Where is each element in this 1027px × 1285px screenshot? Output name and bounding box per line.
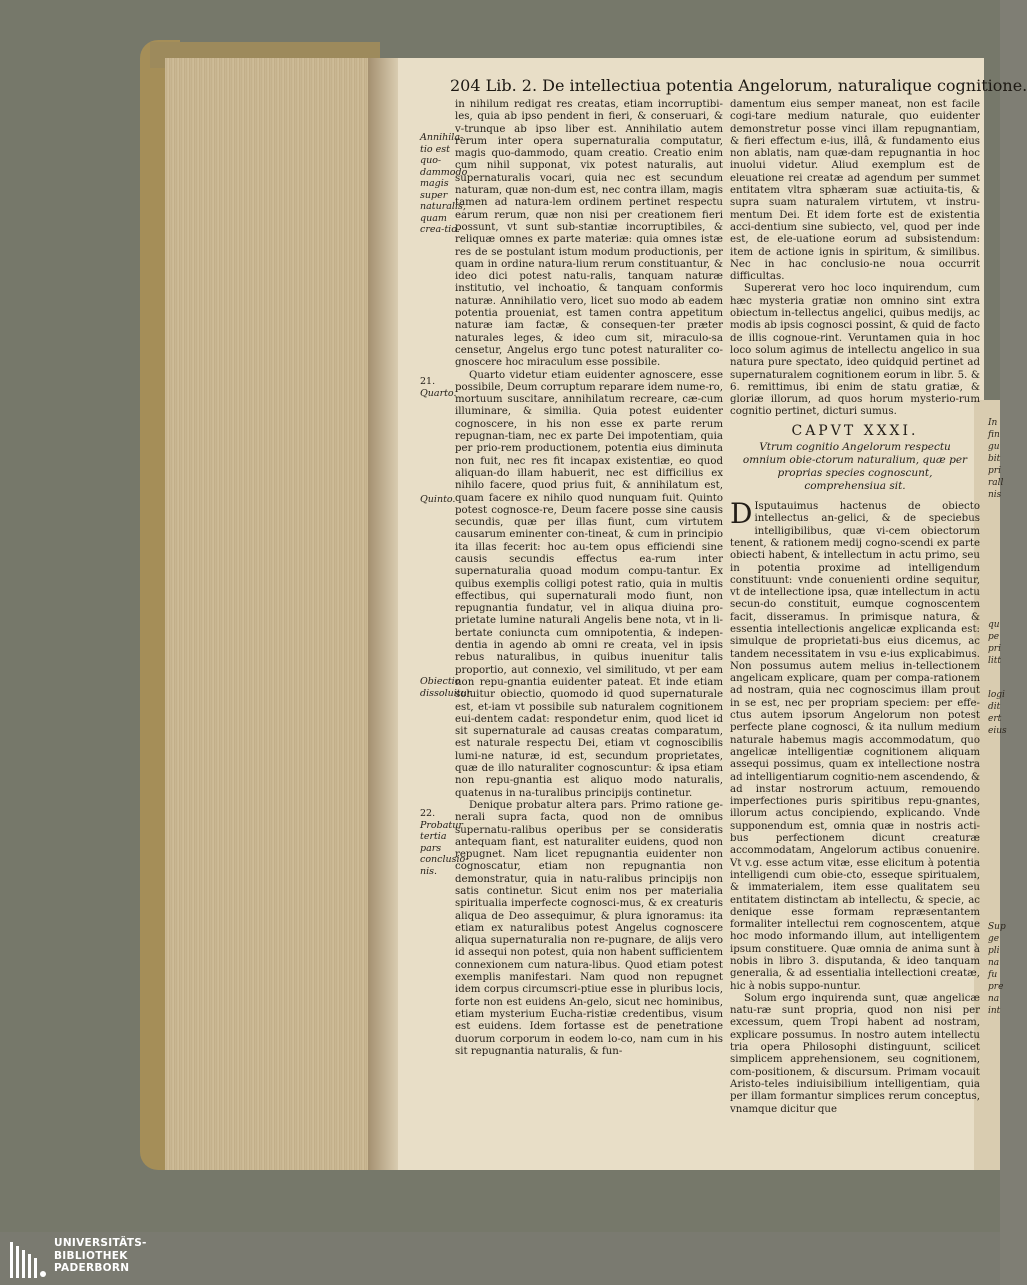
margin-note-number: 21.: [420, 376, 436, 387]
facing-page-fragment: rall: [988, 478, 1004, 488]
margin-note-number: 22.: [420, 808, 436, 819]
library-footer-bar: [0, 1232, 1000, 1285]
library-name-line: PADERBORN: [54, 1262, 130, 1274]
facing-page-fragment: nis: [988, 490, 1002, 500]
paragraph: Solum ergo inquirenda sunt, quæ angelicæ natu-ræ sunt propria, quod non nisi per excessum, quem Tropi habent ad nostram, explicare possumus. In nostro autem intellectu tria opera Philosophi distinguunt, scilicet simplicem apprehensionem, seu cognitionem, com-positionem, & discursum. Primam vocauit Aristo-teles indiuisibilium intelligentiam, quia per illam formantur simplices rerum conceptus, vnamque dicitur que: [730, 992, 980, 1115]
margin-note: Obiectio dissoluitur.: [420, 676, 474, 699]
margin-note-text: Quarto.: [420, 387, 457, 399]
facing-page-fragment: pre: [988, 982, 1004, 992]
drop-cap: D: [730, 497, 753, 531]
facing-page-fragment: int: [988, 1006, 1001, 1016]
paragraph: Denique probatur altera pars. Primo ratione ge-nerali supra facta, quod non de omnibus supernatu-ralibus operibus per se consideratis antequam fiant, est naturaliter euidens, quod non repugnet. Nam licet repugnantia euidenter non cognoscatur, etiam non repugnantia non demonstratur, quia in natu-ralibus principijs non satis continetur. Sicut enim nos per materialia spiritualia imperfecte cognosci-mus, & ex creaturis aliqua de Deo assequimur, & plura ignoramus: ita etiam ex naturalibus potest Angelus cognoscere aliqua supernaturalia non re-pugnare, de alijs vero id assequi non potest, quia non habent sufficientem connexionem cum natura-libus. Quod etiam potest exemplis manifestari. Nam quod non repugnet idem corpus circumscri-ptiue esse in pluribus locis, forte non est euidens An-gelo, sicut nec hominibus, etiam mysterium Eucha-ristiæ credentibus, visum est euidens. Idem fortasse est de penetratione duorum corporum in eodem lo-co, nam cum in his sit repugnantia naturalis, & fun-: [455, 799, 723, 1057]
facing-page-fragment: na: [988, 994, 1000, 1004]
margin-note: [420, 376, 460, 399]
margin-note: Annihila-tio est quo-dammodo magis super naturalis, quam crea-tio.: [420, 132, 468, 235]
page-block-edges: [165, 58, 380, 1170]
library-name: [54, 1237, 147, 1275]
paragraph-text: Isputauimus hactenus de obiecto intellectus an-gelici, & de speciebus intelligibilibus, quæ vi-cem obiectorum tenent, & rationem medij cogno-scendi ex parte obiecti habent, & intellectum in actu primo, seu in potentia proxime ad intelligendum constituunt: vnde conuenienti ordine sequitur, vt de intellectione ipsa, quæ intellectum in actu secun-do constituit, eumque cognoscentem facit, disseramus. In primisque natura, & essentia intellectionis angelicæ explicanda est: simulque de proprietati-bus eius dicemus, ac tandem necessitatem in vsu e-ius explicabimus. Non possumus autem melius in-tellectionem angelicam explicare, quam per compa-rationem ad nostram, quia nec cognoscimus illam prout in se est, nec per propriam speciem: per effe-ctus autem ipsorum Angelorum non potest perfecte plane cognosci, & ita nullum medium naturale habemus magis accommodatum, quo angelicæ intelligentiæ cognitionem aliquam assequi possimus, quam ex intellectione nostra ad intelligentiarum cognitio-nem ascendendo, & ad instar nostrorum actuum, remouendo imperfectiones puris spiritibus repu-gnantes, illorum actus concipiendo, explicando. Vnde supponendum est, omnia quæ in nostris acti-bus perfectionem dicunt creaturæ accommodatam, Angelorum actibus conuenire. Vt v.g. esse actum vitæ, esse elicitum à potentia intelligendi cum obie-cto, esseque spiritualem, & immaterialem, item esse qualitatem seu entitatem distinctam ab intellectu, & specie, ac denique esse formam repræsentantem formaliter intellectui rem cognoscentem, atque hoc modo informando illum, aut intelligentem ipsum constituere. Quæ omnia de anima sunt à nobis in libro 3. disputanda, & ideo tanquam generalia, & ad essentialia intellectioni creatæ, hic à nobis suppo-nuntur.: [730, 501, 980, 992]
page-gutter: [368, 58, 398, 1170]
facing-page-fragment: litt: [988, 656, 1001, 666]
chapter-subtitle: Vtrum cognitio Angelorum respectu omnium obie-ctorum naturalium, quæ per proprias species cognoscunt, comprehensiua sit.: [742, 441, 968, 493]
paragraph: damentum eius semper maneat, non est facile cogi-tare medium naturale, quo euidenter demonstretur posse vinci illam repugnantiam, & fieri effectum e-ius, illâ, & fundamento eius non ablatis, nam quæ-dam repugnantia in hoc inuolui videtur. Aliud exemplum est de eleuatione rei creatæ ad agendum per summet entitatem vltra sphæram suæ actiuita-tis, & supra suam naturalem virtutem, vt instru-mentum Dei. Et idem forte est de existentia acci-dentium sine subiecto, vel, quod per inde est, de ele-uatione eorum ad subsistendum: item de actione ignis in spiritum, & similibus. Nec in hac conclusio-ne noua occurrit difficultas.: [730, 99, 980, 283]
facing-page-fragment: ge: [988, 934, 1000, 944]
left-text-column: [455, 99, 723, 1058]
paragraph: [730, 497, 980, 993]
facing-page-fragment: qu: [988, 620, 1000, 630]
margin-note: [420, 808, 469, 877]
facing-page-fragment: pli: [988, 946, 1000, 956]
facing-page-fragment: bit: [988, 454, 1001, 464]
paragraph: in nihilum redigat res creatas, etiam incorruptibi-les, quia ab ipso pendent in fieri, & conseruari, & v-trunque ab ipso liber est. Annihilatio autem rerum inter opera supernaturalia computatur, magis quo-dammodo, quam creatio. Creatio enim cum nihil supponat, vix potest naturalis, aut supernaturalis vocari, quia nec est secundum naturam, quæ non-dum est, nec contra illam, magis tamen ad natura-lem ordinem pertinet respectu earum rerum, quæ non nisi per creationem fieri possunt, vt sunt sub-stantiæ incorruptibiles, & reliquæ omnes ex parte materiæ: quia omnes istæ res de se postulant istum modum productionis, per quam in ordine natura-lium rerum constituantur, & ideo dici potest natu-ralis, tanquam naturæ institutio, vel inchoatio, & tanquam conformis naturæ. Annihilatio vero, licet suo modo ab eadem potentia proueniat, est tamen contra appetitum naturæ iam factæ, & consequen-ter præter naturales leges, & ideo cum sit, miraculo-sa censetur, Angelus ergo tunc potest naturaliter co-gnoscere hoc miraculum esse possibile.: [455, 99, 723, 369]
library-name-line: UNIVERSITÄTS-: [54, 1237, 147, 1249]
running-head: 204 Lib. 2. De intellectiua potentia Angelorum, naturalique cognitione.: [450, 76, 1027, 95]
facing-page-fragment: eius: [988, 726, 1007, 736]
facing-page-fragment: pri: [988, 466, 1001, 476]
facing-page-fragment: logi: [988, 690, 1005, 700]
library-logo-icon: [8, 1238, 48, 1280]
facing-page-fragment: pe: [988, 632, 1000, 642]
right-text-column: [730, 99, 980, 1116]
paragraph: Supererat vero hoc loco inquirendum, cum hæc mysteria gratiæ non omnino sint extra obiectum in-tellectus angelici, quibus medijs, ac modis ab ipsis cognosci possint, & quid de facto de illis cognoue-rint. Veruntamen quia in hoc loco solum agimus de intellectu angelico in sua natura pure spectato, ideo quidquid pertinet ad supernaturalem cognitionem eorum in libr. 5. & 6. remittimus, ibi enim de statu gratiæ, & gloriæ illorum, ad quos horum mysterio-rum cognitio pertinet, dicturi sumus.: [730, 283, 980, 418]
margin-note-text: Probatur tertia pars conclusio-nis.: [420, 819, 469, 877]
facing-page-fragment: fu: [988, 970, 998, 980]
chapter-title: CAPVT XXXI.: [791, 422, 919, 439]
facing-page-fragment: gu: [988, 442, 1000, 452]
facing-page-fragment: In: [988, 418, 998, 428]
facing-page-fragment: dit: [988, 702, 1001, 712]
facing-page-fragment: fin: [988, 430, 1000, 440]
library-name-line: BIBLIOTHEK: [54, 1249, 128, 1262]
facing-page-fragment: Sup: [988, 922, 1006, 932]
facing-page-fragment: pri: [988, 644, 1001, 654]
margin-note: Quinto.: [420, 494, 456, 505]
facing-page-fragment: ert: [988, 714, 1002, 724]
paragraph: Quarto videtur etiam euidenter agnoscere, esse possibile, Deum corruptum reparare idem nume-ro, mortuum suscitare, annihilatum recreare, cæ-cum illuminare, & similia. Quia potest euidenter cognoscere, in his non esse ex parte rerum repugnan-tiam, nec ex parte Dei impotentiam, quia per prio-rem productionem, potentia eius diminuta non fuit, nec res fit incapax existentiæ, eo quod aliquan-do illam habuerit, nec est difficilius ex nihilo facere, quod prius fuit, & annihilatum est, quam facere ex nihilo quod nunquam fuit. Quinto potest cognosce-re, Deum facere posse sine causis secundis, quæ per illas fiunt, cum virtutem causarum eminenter con-tineat, & cum in principio ita illas fecerit: hoc au-tem opus efficiendi sine causis secundis effectus ea-rum inter supernaturalia quoad modum compu-tantur. Ex quibus exemplis colligi potest ratio, quia in multis effectibus, qui supernaturali modo fiunt, non repugnantia fundatur, vel in aliqua diuina pro-prietate lumine naturali Angelis bene nota, vt in li-bertate coniuncta cum omnipotentia, & indepen-dentia in agendo ab omni re creata, vel in ipsis rebus naturalibus, in quibus inuenitur talis proportio, aut connexio, vel similitudo, vt per eam non repu-gnantia euidenter pateat. Et inde etiam soluitur obiectio, quomodo id quod supernaturale est, et-iam vt possibile sub naturalem cognitionem eui-dentem cadat: respondetur enim, quod licet id sit supernaturale ad causas creatas comparatum, est naturale respectu Dei, etiam vt cognoscibilis lumi-ne naturæ, id est, secundum proprietates, quæ de illo naturaliter cognoscuntur: & ipsa etiam non repu-gnantia est aliquo modo naturalis, quatenus in na-turalibus principijs continetur.: [455, 369, 723, 799]
facing-page-fragment: na: [988, 958, 1000, 968]
